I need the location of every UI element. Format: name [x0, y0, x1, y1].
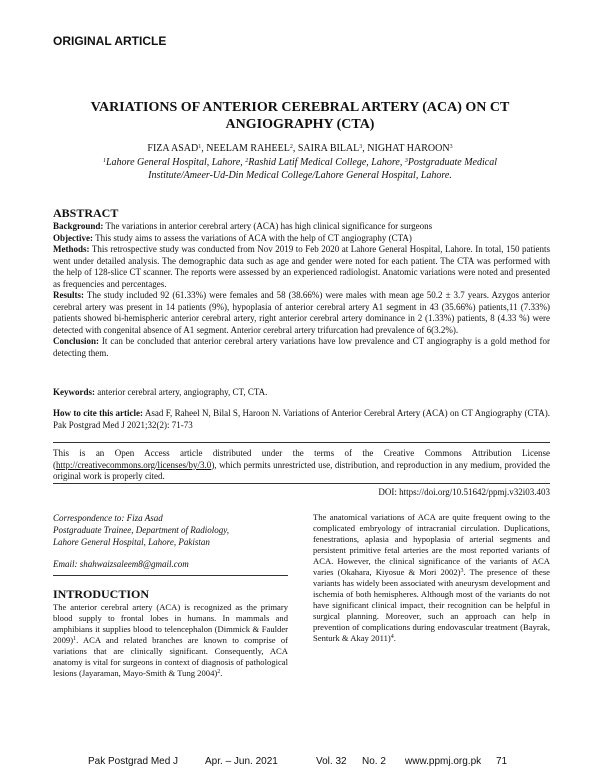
abstract-background: Background: The variations in anterior cerebral artery (ACA) has high clinical significance for surgeons [53, 221, 433, 231]
affiliation-3: Postgraduate Medical Institute/Ameer-Ud-Din Medical College/Lahore General Hospital, Lahore. [148, 157, 497, 181]
doi-link[interactable]: DOI: https://doi.org/10.51642/ppmj.v32i03.403 [378, 487, 550, 497]
introduction-paragraph: The anterior cerebral artery (ACA) is recognized as the primary blood supply to frontal lobes in humans. In mammals and amphibians it supplies blood to telencephalon (Dimmick & Faulder 2009)$^1$. ACA and related branches are known to comprise of variations that are clinically significant. Consequently, ACA anatomy is vital for surgeons in context of diagnosis of pathological lesions (Jayaraman, Mayo-Smith & Tung 2004)$^2$. [53, 602, 288, 678]
title-line-2: ANGIOGRAPHY (CTA) [225, 117, 375, 132]
citation: How to cite this article: Asad F, Raheel N, Bilal S, Haroon N. Variations of Anterior Cerebral Artery (ACA) on CT Angiography (CTA). Pak Postgrad Med J 2021;32(2): 71-73 [53, 408, 551, 430]
divider-top [53, 442, 550, 443]
abstract-heading: ABSTRACT [53, 206, 119, 220]
affiliations: $^1$Lahore General Hospital, Lahore, $^2$Rashid Latif Medical College, Lahore, $^3$Postgraduate Medical Institute/Ameer-Ud-Din Medical College/Lahore General Hospital, Lahore. [103, 157, 497, 181]
author-name: FIZA ASAD [147, 143, 199, 154]
abstract-results: Results: The study included 92 (61.33%) were females and 58 (38.66%) were males with mean age 50.2 ± 3.7 years. Azygos anterior cerebral artery was present in 14 patients (9%), hypoplasia of anterior cerebral artery A1 segment in 43 (35.66%) patients,11 (7.33%) patients showed bi-hemispheric anterior cerebral artery, right anterior cerebral artery dominance in 2 (1.33%) patients, 8 (4.33 %) were detected with congenital absence of A1 segment. Anterior cerebral artery trifurcation had prevalence of 6(3.2%). [53, 290, 550, 335]
author-affiliation-mark: 3 [449, 144, 453, 150]
author-name: NIGHAT HAROON [367, 143, 450, 154]
divider-bottom [53, 483, 550, 484]
abstract-conclusion: Conclusion: It can be concluded that anterior cerebral artery variations have low prevalence and CT angiography is a gold method for detecting them. [53, 336, 550, 358]
author-list: FIZA ASAD$^1$, NEELAM RAHEEL$^2$, SAIRA BILAL$^3$, NIGHAT HAROON$^3$ [147, 143, 453, 154]
article-type-label: ORIGINAL ARTICLE [53, 34, 167, 48]
article-title [60, 99, 540, 133]
abstract-methods: Methods: This retrospective study was conducted from Nov 2019 to Feb 2020 at Lahore General Hospital, Lahore. In total, 150 patients went under detailed analysis. The demographic data such as age and gender were noted for each patient. The CTA was performed with the help of 128-slice CT scanner. The reports were assessed by an experienced radiologist. Anatomic variations were noted and presented as frequencies and percentages. [53, 244, 550, 289]
author-affiliation-mark: 1 [198, 144, 202, 150]
footer-website: www.ppmj.org.pk [405, 756, 482, 767]
correspondence: Correspondence to: Fiza Asad Postgraduate Trainee, Department of Radiology, Lahore General Hospital, Lahore, Pakistan Email: shahwaizsaleem8@gmail.com [53, 512, 288, 570]
footer-page-number: 71 [496, 756, 508, 767]
keywords: Keywords: anterior cerebral artery, angiography, CT, CTA. [53, 387, 268, 397]
footer-date: Apr. – Jun. 2021 [205, 756, 278, 767]
footer-volume: Vol. 32 [316, 756, 347, 767]
author-name: SAIRA BILAL [297, 143, 360, 154]
introduction-heading: INTRODUCTION [53, 587, 150, 601]
right-column-paragraph: The anatomical variations of ACA are quite frequent owing to the complicated embryology of intracranial circulation. Duplications, fenestrations, aplasia and hypoplasia of arterial segments and persistent primitive fetal arteries are the most reported variants of ACA. However, the clinical significance of the variants of ACA varies (Okahara, Kiyosue & Mori 2002)$^3$. The presence of these variants has widely been associated with aneurysm development and ischemia of both hemispheres. Although most of the variants do not have significant clinical impact, their recognition can be helpful in surgical planning. Moreover, such an approach can help in prevention of complications during endovascular treatment (Bayrak, Senturk & Akay 2011)$^4$. [313, 512, 550, 643]
footer-journal: Pak Postgrad Med J [88, 756, 179, 767]
license-notice: This is an Open Access article distributed under the terms of the Creative Commons Attribution License (http://creativecommons.org/licenses/by/3.0), which permits unrestricted use, distribution, and reproduction in any medium, provided the original work is properly cited. [53, 448, 550, 481]
license-link[interactable]: http://creativecommons.org/licenses/by/3.0 [56, 459, 212, 470]
introduction-section [53, 588, 288, 679]
footer-issue: No. 2 [362, 756, 386, 767]
title-line-1: VARIATIONS OF ANTERIOR CEREBRAL ARTERY (ACA) ON CT [90, 100, 510, 115]
correspondence-divider [53, 575, 288, 576]
author-affiliation-mark: 3 [359, 144, 363, 150]
affiliation-2: Rashid Latif Medical College, Lahore, [248, 157, 405, 168]
abstract-objective: Objective: This study aims to assess the variations of ACA with the help of CT angiography (CTA) [53, 232, 412, 243]
author-name: NEELAM RAHEEL [206, 143, 290, 154]
correspondence-email: Email: shahwaizsaleem8@gmail.com [53, 559, 189, 569]
abstract-section [53, 207, 550, 359]
affiliation-1: Lahore General Hospital, Lahore, [106, 157, 246, 168]
author-affiliation-mark: 2 [289, 144, 293, 150]
